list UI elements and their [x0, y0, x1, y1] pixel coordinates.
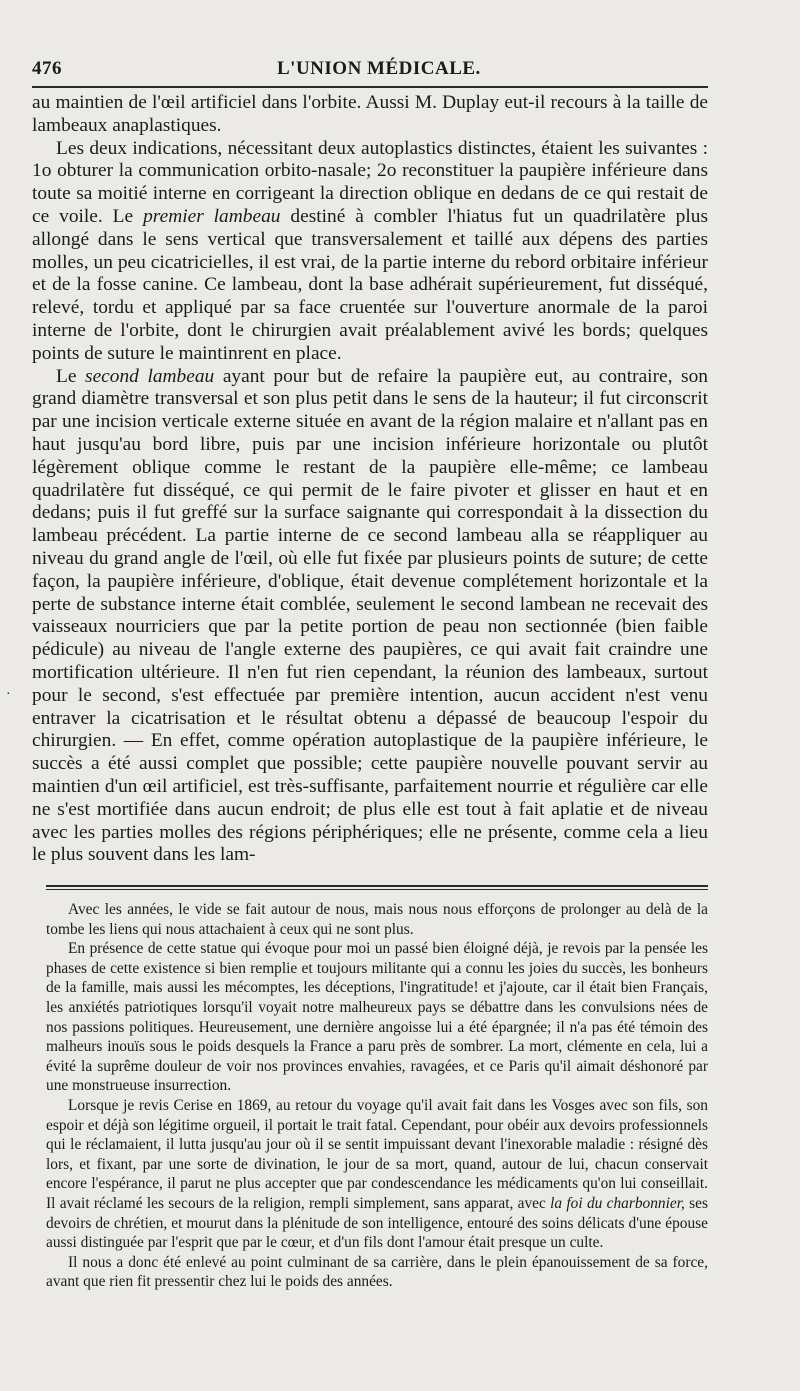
paragraph-2 [32, 138, 708, 366]
running-title: L'UNION MÉDICALE. [277, 58, 481, 79]
page-header [32, 48, 708, 84]
footnote-text [46, 900, 708, 1292]
note-paragraph-2: En présence de cette statue qui évoque pour moi un passé bien éloigné déjà, je revois par la pensée les phases de cette existence si bien remplie et toujours militante qui a connu les joies du succès, les bonheurs de la famille, mais aussi les mécomptes, les déceptions, l'ingratitude! et j'ajoute, car il était bien Français, les anxiétés patriotiques lorsqu'il voyait notre malheureux pays se débattre dans les convulsions nées de nos passions politiques. Heureusement, une dernière angoisse lui a été épargnée; il n'a pas été témoin des malheurs inouïs sous le poids desquels la France a paru près de sombrer. La mort, clémente en cela, lui a évité la suprême douleur de voir nos provinces envahies, ravagées, et ce Paris qu'il aimait déshonoré par une monstrueuse insurrection. [46, 940, 708, 1095]
paragraph-3-start: Le [56, 365, 77, 387]
paragraph-2-text: Les deux indications, nécessitant deux autoplastics distinctes, étaient les suivantes : 1o obturer la communication orbito-nasale; 2o reconstituer la paupière inférieure dans toute sa moitié interne en corrigeant la direction oblique en dedans de ce qui restait de ce voile. Le [32, 137, 708, 227]
note-paragraph-3-rest: ses devoirs de chrétien, et mourut dans la plénitude de son intelligence, entouré des soins délicats d'une épouse aussi distinguée par l'esprit que par le cœur, et d'un fils dont l'amour était presque un culte. [46, 1195, 708, 1252]
note-paragraph-1: Avec les années, le vide se fait autour de nous, mais nous nous efforçons de prolonger au delà de la tombe les liens qui nous attachaient à ceux qui ne sont plus. [46, 901, 708, 938]
paragraph-2-rest: destiné à combler l'hiatus fut un quadrilatère plus allongé dans le sens vertical que transversalement et taillé aux dépens des parties molles, un peu cicatricielles, il est vrai, de la partie interne du rebord orbitaire inférieur et de la fosse canine. Ce lambeau, dont la base adhérait supérieurement, fut disséqué, relevé, tordu et appliqué par sa face cruentée sur l'ouverture anormale de la paroi interne de l'orbite, dont le chirurgien avait préalablement avivé les bords; quelques points de suture le maintinrent en place. [32, 205, 708, 364]
paragraph-3-italic: second lambeau [85, 365, 215, 387]
note-paragraph-3-start: Lorsque je revis Cerise en 1869, au retour du voyage qu'il avait fait dans les Vosges avec son fils, son espoir et déjà son légitime orgueil, il portait le trait fatal. Cependant, pour obéir aux devoirs professionnels qui le réclamaient, il lutta jusqu'au jour où il se sentit impuissant devant l'inexorable maladie : résigné dès lors, et fixant, par une sorte de divination, le jour de sa mort, quand, autour de lui, chacun conservait encore l'espérance, il parut ne plus accepter que par condescendance les médicaments qu'on lui conseillait. Il avait réclamé les secours de la religion, rempli simplement, sans apparat, avec [46, 1097, 708, 1212]
header-rule [32, 86, 708, 88]
main-text [32, 92, 708, 867]
note-paragraph-3 [46, 1096, 708, 1253]
paragraph-2-italic: premier lambeau [143, 205, 281, 227]
paragraph-1-text: au maintien de l'œil artificiel dans l'orbite. Aussi M. Duplay eut-il recours à la taille de lambeaux anaplastiques. [32, 92, 708, 136]
note-paragraph-4: Il nous a donc été enlevé au point culminant de sa carrière, dans le plein épanouissement de sa force, avant que rien fit pressentir chez lui le poids des années. [46, 1253, 708, 1291]
paragraph-1 [32, 92, 708, 138]
note-paragraph-3-italic: la foi du charbonnier, [550, 1195, 685, 1212]
page-number: 476 [32, 58, 62, 79]
footnote-separator [46, 885, 708, 890]
paragraph-3 [32, 366, 708, 868]
margin-mark: · [6, 687, 11, 702]
paragraph-3-rest: ayant pour but de refaire la paupière eut, au contraire, son grand diamètre transversal et son plus petit dans le sens de la hauteur; il fut circonscrit par une incision verticale externe située en avant de la région malaire et n'allant pas en haut jusqu'au bord libre, puis par une incision inférieure horizontale ou plutôt légèrement oblique comme le restant de la paupière elle-même; ce lambeau quadrilatère fut disséqué, ce qui permit de le faire pivoter et glisser en haut et en dedans; puis il fut greffé sur la surface saignante qui correspondait à la dissection du lambeau précédent. La partie interne de ce second lambeau alla se réappliquer au niveau du grand angle de l'œil, où elle fut fixée par plusieurs points de suture; de cette façon, la paupière inférieure, d'oblique, était devenue complétement horizontale et la perte de substance interne était comblée, seulement le second lambean ne recevait des vaisseaux nourriciers que par la petite portion de peau non sectionnée (bien faible pédicule) au niveau de l'angle externe des paupières, ce qui avait fait craindre une mortification ultérieure. Il n'en fut rien cependant, la réunion des lambeaux, surtout pour le second, s'est effectuée par première intention, aucun accident n'est venu entraver la cicatrisation et le résultat obtenu a dépassé de beaucoup l'espoir du chirurgien. — En effet, comme opération autoplastique de la paupière inférieure, le succès a été aussi complet que possible; cette paupière nouvelle pouvant servir au maintien d'un œil artificiel, est très-suffisante, parfaitement nourrie et régulière car elle ne s'est mortifiée dans aucun endroit; de plus elle est tout à fait aplatie et de niveau avec les parties molles des régions périphériques; elle ne présente, comme cela a lieu le plus souvent dans les lam- [32, 365, 708, 866]
